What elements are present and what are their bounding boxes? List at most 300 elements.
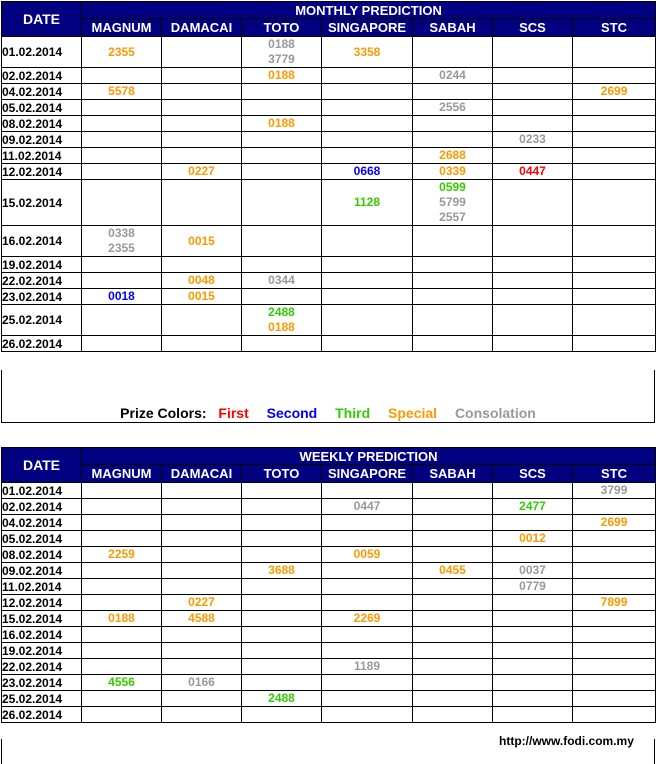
prediction-number: 3688 xyxy=(268,563,295,577)
prediction-number: 0188 xyxy=(268,320,295,334)
prediction-cell xyxy=(573,627,656,643)
row-date: 09.02.2014 xyxy=(2,563,82,579)
prediction-cell xyxy=(322,595,413,611)
prediction-cell xyxy=(242,336,322,352)
table-row xyxy=(2,515,656,531)
prediction-cell xyxy=(413,37,493,68)
table-row xyxy=(2,643,656,659)
prediction-cell xyxy=(322,84,413,100)
prediction-cell xyxy=(242,659,322,675)
prediction-cell xyxy=(573,336,656,352)
prediction-cell xyxy=(242,180,322,226)
prediction-cell xyxy=(82,84,162,100)
row-date: 08.02.2014 xyxy=(2,547,82,563)
prediction-cell xyxy=(573,180,656,226)
prediction-cell xyxy=(413,643,493,659)
prediction-cell xyxy=(162,707,242,723)
prediction-cell xyxy=(242,531,322,547)
site-url: http://www.fodi.com.my xyxy=(499,734,634,748)
row-date: 19.02.2014 xyxy=(2,257,82,273)
table-row xyxy=(2,180,656,226)
prediction-cell xyxy=(162,164,242,180)
prediction-cell xyxy=(82,116,162,132)
prediction-cell xyxy=(82,547,162,563)
prediction-cell xyxy=(242,289,322,305)
table-row xyxy=(2,483,656,499)
prediction-cell xyxy=(493,305,573,336)
row-date: 25.02.2014 xyxy=(2,691,82,707)
prediction-number: 2557 xyxy=(439,210,466,224)
prediction-cell xyxy=(322,563,413,579)
prediction-cell xyxy=(322,483,413,499)
table-row xyxy=(2,37,656,68)
legend-second: Second xyxy=(266,405,318,421)
prediction-cell xyxy=(322,547,413,563)
prediction-cell xyxy=(322,164,413,180)
prediction-cell xyxy=(573,515,656,531)
prediction-cell xyxy=(82,691,162,707)
prediction-cell xyxy=(573,100,656,116)
prediction-cell xyxy=(573,305,656,336)
row-date: 22.02.2014 xyxy=(2,273,82,289)
prediction-cell xyxy=(82,483,162,499)
prediction-cell xyxy=(413,531,493,547)
prediction-cell xyxy=(162,483,242,499)
prediction-cell xyxy=(322,273,413,289)
prediction-cell xyxy=(162,627,242,643)
prediction-number: 3358 xyxy=(353,44,381,59)
prediction-cell xyxy=(322,336,413,352)
prediction-number: 0018 xyxy=(108,289,135,303)
legend-label: Prize Colors: xyxy=(120,405,207,421)
table-row xyxy=(2,305,656,336)
prediction-cell xyxy=(493,659,573,675)
prediction-cell xyxy=(162,180,242,226)
column-header: SCS xyxy=(493,19,573,37)
prediction-cell xyxy=(82,257,162,273)
prediction-cell xyxy=(242,226,322,257)
prediction-number: 0188 xyxy=(268,37,295,51)
prediction-cell xyxy=(82,305,162,336)
table-row xyxy=(2,116,656,132)
column-header: STC xyxy=(573,19,656,37)
prediction-cell xyxy=(242,515,322,531)
prediction-number: 0166 xyxy=(188,675,215,689)
prediction-cell xyxy=(413,659,493,675)
prediction-number: 0012 xyxy=(519,531,546,545)
prediction-number: 5578 xyxy=(108,84,135,98)
column-header: DAMACAI xyxy=(162,19,242,37)
prediction-cell xyxy=(413,563,493,579)
prediction-cell xyxy=(322,691,413,707)
prediction-cell xyxy=(82,180,162,226)
prediction-cell xyxy=(493,547,573,563)
prediction-cell xyxy=(493,226,573,257)
prediction-cell xyxy=(493,691,573,707)
prediction-number: 0338 xyxy=(108,226,135,240)
column-header: SINGAPORE xyxy=(322,19,413,37)
prediction-cell xyxy=(573,226,656,257)
column-header: SCS xyxy=(493,465,573,483)
row-date: 05.02.2014 xyxy=(2,100,82,116)
prediction-number: 2699 xyxy=(600,84,628,98)
prediction-number: 0227 xyxy=(188,164,215,178)
weekly-prediction-table xyxy=(1,447,656,723)
prediction-cell xyxy=(82,707,162,723)
prediction-number: 0188 xyxy=(108,611,135,625)
row-date: 15.02.2014 xyxy=(2,611,82,627)
prediction-cell xyxy=(322,100,413,116)
prediction-cell xyxy=(493,595,573,611)
prediction-cell xyxy=(573,707,656,723)
legend-consolation: Consolation xyxy=(454,405,536,421)
prediction-cell xyxy=(322,515,413,531)
prediction-number: 2269 xyxy=(353,611,381,625)
prize-colors-legend xyxy=(0,405,656,421)
prediction-cell xyxy=(322,627,413,643)
prediction-cell xyxy=(322,226,413,257)
prediction-cell xyxy=(322,675,413,691)
prediction-cell xyxy=(242,691,322,707)
table-row xyxy=(2,547,656,563)
prediction-cell xyxy=(493,180,573,226)
prediction-cell xyxy=(493,289,573,305)
prediction-number: 2488 xyxy=(268,691,295,705)
table-row xyxy=(2,579,656,595)
prediction-cell xyxy=(322,257,413,273)
prediction-cell xyxy=(493,483,573,499)
prediction-cell xyxy=(242,68,322,84)
prediction-cell xyxy=(162,100,242,116)
table-row xyxy=(2,531,656,547)
prediction-cell xyxy=(162,132,242,148)
prediction-cell xyxy=(493,257,573,273)
table-row xyxy=(2,707,656,723)
prediction-cell xyxy=(573,691,656,707)
prediction-cell xyxy=(82,273,162,289)
prediction-number: 0344 xyxy=(268,273,295,287)
prediction-cell xyxy=(242,132,322,148)
prediction-cell xyxy=(493,707,573,723)
prediction-cell xyxy=(493,100,573,116)
prediction-cell xyxy=(82,579,162,595)
prediction-cell xyxy=(413,707,493,723)
prediction-cell xyxy=(162,37,242,68)
prediction-cell xyxy=(82,100,162,116)
prediction-cell xyxy=(322,116,413,132)
prediction-cell xyxy=(242,579,322,595)
prediction-cell xyxy=(413,675,493,691)
prediction-cell xyxy=(573,643,656,659)
row-date: 16.02.2014 xyxy=(2,226,82,257)
prediction-cell xyxy=(413,68,493,84)
prediction-cell xyxy=(493,68,573,84)
row-date: 02.02.2014 xyxy=(2,499,82,515)
prediction-cell xyxy=(493,37,573,68)
table-row xyxy=(2,68,656,84)
prediction-number: 0779 xyxy=(519,579,546,593)
prediction-number: 4556 xyxy=(108,675,135,689)
prediction-cell xyxy=(82,675,162,691)
prediction-cell xyxy=(162,611,242,627)
prediction-cell xyxy=(242,675,322,691)
row-date: 09.02.2014 xyxy=(2,132,82,148)
prediction-number: 0447 xyxy=(353,499,381,513)
table-row xyxy=(2,499,656,515)
prediction-cell xyxy=(573,116,656,132)
prediction-cell xyxy=(413,164,493,180)
prediction-cell xyxy=(493,675,573,691)
prediction-cell xyxy=(242,547,322,563)
prediction-cell xyxy=(82,595,162,611)
prediction-cell xyxy=(413,148,493,164)
table-row xyxy=(2,659,656,675)
prediction-cell xyxy=(82,515,162,531)
table-row xyxy=(2,595,656,611)
monthly-prediction-table xyxy=(1,1,656,352)
prediction-cell xyxy=(242,707,322,723)
prediction-number: 0339 xyxy=(439,164,466,178)
prediction-cell xyxy=(573,531,656,547)
column-header: MAGNUM xyxy=(82,465,162,483)
prediction-cell xyxy=(413,579,493,595)
table-row xyxy=(2,611,656,627)
prediction-cell xyxy=(242,563,322,579)
prediction-cell xyxy=(413,627,493,643)
prediction-number: 1128 xyxy=(353,195,381,209)
prediction-cell xyxy=(242,305,322,336)
prediction-cell xyxy=(322,707,413,723)
prediction-cell xyxy=(322,132,413,148)
table-row xyxy=(2,563,656,579)
row-date: 23.02.2014 xyxy=(2,289,82,305)
prediction-cell xyxy=(493,499,573,515)
prediction-number: 2477 xyxy=(519,499,546,513)
prediction-cell xyxy=(242,100,322,116)
prediction-cell xyxy=(413,611,493,627)
prediction-cell xyxy=(82,37,162,68)
prediction-cell xyxy=(242,643,322,659)
table-row xyxy=(2,289,656,305)
prediction-cell xyxy=(573,148,656,164)
row-date: 12.02.2014 xyxy=(2,595,82,611)
prediction-cell xyxy=(322,305,413,336)
prediction-cell xyxy=(162,579,242,595)
prediction-cell xyxy=(413,226,493,257)
prediction-cell xyxy=(493,164,573,180)
prediction-cell xyxy=(573,164,656,180)
prediction-cell xyxy=(413,132,493,148)
prediction-cell xyxy=(493,611,573,627)
row-date: 02.02.2014 xyxy=(2,68,82,84)
prediction-cell xyxy=(162,643,242,659)
row-date: 01.02.2014 xyxy=(2,483,82,499)
prediction-cell xyxy=(82,132,162,148)
prediction-cell xyxy=(82,627,162,643)
prediction-cell xyxy=(322,180,413,226)
prediction-number: 0015 xyxy=(188,289,215,303)
prediction-cell xyxy=(573,273,656,289)
prediction-cell xyxy=(573,132,656,148)
prediction-number: 0059 xyxy=(353,547,381,561)
table-row xyxy=(2,132,656,148)
prediction-number: 0599 xyxy=(439,180,466,194)
prediction-number: 0233 xyxy=(519,132,546,146)
prediction-cell xyxy=(413,100,493,116)
prediction-number: 0227 xyxy=(188,595,215,609)
prediction-cell xyxy=(322,37,413,68)
prediction-cell xyxy=(242,273,322,289)
prediction-number: 7899 xyxy=(600,595,628,609)
prediction-cell xyxy=(322,643,413,659)
prediction-cell xyxy=(573,483,656,499)
prediction-cell xyxy=(493,84,573,100)
prediction-cell xyxy=(493,148,573,164)
prediction-cell xyxy=(242,37,322,68)
row-date: 15.02.2014 xyxy=(2,180,82,226)
prediction-number: 0244 xyxy=(439,68,466,82)
prediction-number: 2699 xyxy=(600,515,628,529)
prediction-cell xyxy=(493,643,573,659)
prediction-cell xyxy=(413,305,493,336)
legend-special: Special xyxy=(388,405,438,421)
prediction-number: 0668 xyxy=(353,164,381,178)
prediction-cell xyxy=(493,116,573,132)
prediction-cell xyxy=(413,116,493,132)
prediction-cell xyxy=(413,691,493,707)
monthly-title: MONTHLY PREDICTION xyxy=(82,2,656,19)
prediction-cell xyxy=(322,659,413,675)
table-row xyxy=(2,336,656,352)
legend-first: First xyxy=(218,405,249,421)
prediction-cell xyxy=(413,257,493,273)
prediction-cell xyxy=(162,659,242,675)
row-date: 26.02.2014 xyxy=(2,707,82,723)
prediction-number: 0048 xyxy=(188,273,215,287)
prediction-cell xyxy=(162,226,242,257)
prediction-cell xyxy=(413,84,493,100)
prediction-cell xyxy=(493,579,573,595)
row-date: 05.02.2014 xyxy=(2,531,82,547)
prediction-cell xyxy=(242,84,322,100)
table-row xyxy=(2,691,656,707)
table-row xyxy=(2,226,656,257)
prediction-number: 2488 xyxy=(268,305,295,319)
table-row xyxy=(2,627,656,643)
prediction-cell xyxy=(82,531,162,547)
prediction-number: 0188 xyxy=(268,68,295,82)
prediction-cell xyxy=(82,611,162,627)
row-date: 23.02.2014 xyxy=(2,675,82,691)
prediction-cell xyxy=(493,627,573,643)
prediction-cell xyxy=(82,164,162,180)
prediction-cell xyxy=(493,336,573,352)
prediction-cell xyxy=(242,164,322,180)
prediction-cell xyxy=(82,643,162,659)
prediction-cell xyxy=(242,148,322,164)
prediction-cell xyxy=(413,499,493,515)
prediction-cell xyxy=(322,289,413,305)
column-header: SINGAPORE xyxy=(322,465,413,483)
prediction-cell xyxy=(573,659,656,675)
prediction-cell xyxy=(82,499,162,515)
prediction-cell xyxy=(162,257,242,273)
prediction-number: 5799 xyxy=(439,195,466,209)
row-date: 11.02.2014 xyxy=(2,579,82,595)
prediction-cell xyxy=(322,148,413,164)
prediction-cell xyxy=(573,37,656,68)
prediction-cell xyxy=(162,563,242,579)
prediction-cell xyxy=(493,273,573,289)
prediction-cell xyxy=(242,611,322,627)
prediction-cell xyxy=(242,483,322,499)
prediction-cell xyxy=(413,547,493,563)
row-date: 01.02.2014 xyxy=(2,37,82,68)
prediction-cell xyxy=(322,499,413,515)
prediction-cell xyxy=(573,595,656,611)
column-header: DAMACAI xyxy=(162,465,242,483)
date-header: DATE xyxy=(2,2,82,37)
table-row xyxy=(2,100,656,116)
prediction-cell xyxy=(162,499,242,515)
prediction-cell xyxy=(573,289,656,305)
column-header: STC xyxy=(573,465,656,483)
prediction-cell xyxy=(493,132,573,148)
row-date: 08.02.2014 xyxy=(2,116,82,132)
prediction-cell xyxy=(162,84,242,100)
prediction-number: 0015 xyxy=(188,233,215,248)
row-date: 26.02.2014 xyxy=(2,336,82,352)
prediction-cell xyxy=(573,611,656,627)
row-date: 19.02.2014 xyxy=(2,643,82,659)
prediction-cell xyxy=(162,675,242,691)
prediction-cell xyxy=(162,116,242,132)
prediction-cell xyxy=(413,273,493,289)
row-date: 22.02.2014 xyxy=(2,659,82,675)
prediction-cell xyxy=(82,336,162,352)
prediction-number: 3799 xyxy=(600,483,628,497)
prediction-number: 2355 xyxy=(108,44,135,59)
prediction-cell xyxy=(82,226,162,257)
prediction-cell xyxy=(573,547,656,563)
prediction-cell xyxy=(573,68,656,84)
prediction-cell xyxy=(322,531,413,547)
prediction-cell xyxy=(413,336,493,352)
prediction-cell xyxy=(162,595,242,611)
prediction-cell xyxy=(573,675,656,691)
table-row xyxy=(2,164,656,180)
prediction-number: 2259 xyxy=(108,547,135,561)
prediction-cell xyxy=(573,84,656,100)
prediction-cell xyxy=(162,691,242,707)
prediction-number: 1189 xyxy=(353,659,381,673)
column-header: SABAH xyxy=(413,465,493,483)
prediction-number: 3779 xyxy=(268,52,295,66)
prediction-number: 2688 xyxy=(439,148,466,162)
row-date: 16.02.2014 xyxy=(2,627,82,643)
prediction-cell xyxy=(242,595,322,611)
prediction-cell xyxy=(162,531,242,547)
prediction-cell xyxy=(493,515,573,531)
prediction-cell xyxy=(322,611,413,627)
prediction-cell xyxy=(413,289,493,305)
prediction-cell xyxy=(162,148,242,164)
prediction-cell xyxy=(162,515,242,531)
prediction-cell xyxy=(242,116,322,132)
prediction-number: 0188 xyxy=(268,116,295,130)
legend-third: Third xyxy=(335,405,371,421)
prediction-cell xyxy=(82,148,162,164)
